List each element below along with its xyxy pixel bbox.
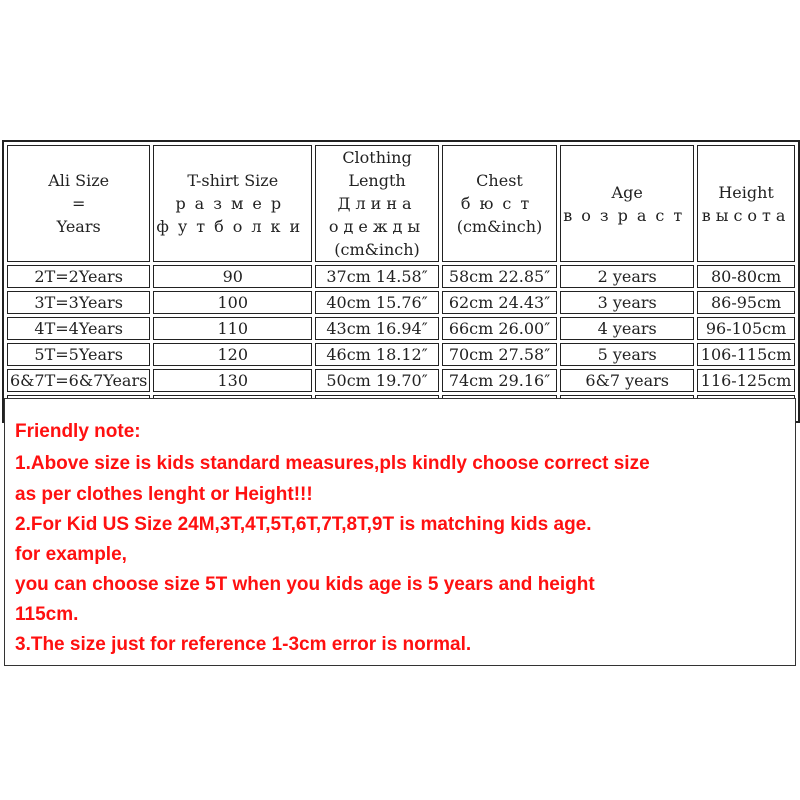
cell-ali-size: 3T=3Years xyxy=(7,291,150,314)
table-header-row xyxy=(7,145,795,262)
note-line-2: 2.For Kid US Size 24M,3T,4T,5T,6T,7T,8T,9T is matching kids age. xyxy=(15,514,592,535)
note-title: Friendly note: xyxy=(15,421,141,442)
cell-ali-size: 2T=2Years xyxy=(7,265,150,288)
cell-clothing-length: 43cm 16.94″ xyxy=(315,317,439,340)
cell-ali-size: 6&7T=6&7Years xyxy=(7,369,150,392)
table-row xyxy=(7,317,795,340)
cell-height: 86-95cm xyxy=(697,291,795,314)
cell-age: 6&7 years xyxy=(560,369,694,392)
cell-ali-size: 4T=4Years xyxy=(7,317,150,340)
cell-chest: 62cm 24.43″ xyxy=(442,291,557,314)
header-clothing-length: Clothing Length Длина одежды (cm&inch) xyxy=(315,145,439,262)
note-line-1a: 1.Above size is kids standard measures,pls kindly choose correct size xyxy=(15,453,650,474)
header-ali-size: Ali Size = Years xyxy=(7,145,150,262)
cell-chest: 58cm 22.85″ xyxy=(442,265,557,288)
cell-chest: 70cm 27.58″ xyxy=(442,343,557,366)
header-age: Age возраст xyxy=(560,145,694,262)
cell-height: 116-125cm xyxy=(697,369,795,392)
size-chart-table xyxy=(2,140,800,423)
cell-tshirt-size: 100 xyxy=(153,291,312,314)
friendly-note-box xyxy=(4,398,796,666)
cell-ali-size: 5T=5Years xyxy=(7,343,150,366)
table-row xyxy=(7,265,795,288)
table-row xyxy=(7,369,795,392)
cell-chest: 74cm 29.16″ xyxy=(442,369,557,392)
cell-age: 2 years xyxy=(560,265,694,288)
cell-age: 3 years xyxy=(560,291,694,314)
cell-tshirt-size: 130 xyxy=(153,369,312,392)
cell-age: 5 years xyxy=(560,343,694,366)
cell-height: 80-80cm xyxy=(697,265,795,288)
header-height: Height высота xyxy=(697,145,795,262)
note-line-4a: you can choose size 5T when you kids age is 5 years and height xyxy=(15,574,595,595)
cell-tshirt-size: 110 xyxy=(153,317,312,340)
cell-clothing-length: 50cm 19.70″ xyxy=(315,369,439,392)
cell-clothing-length: 46cm 18.12″ xyxy=(315,343,439,366)
header-tshirt-size: T-shirt Size размер футболки xyxy=(153,145,312,262)
note-line-3: for example, xyxy=(15,544,127,565)
note-line-5: 3.The size just for reference 1-3cm error is normal. xyxy=(15,634,472,655)
header-chest: Chest бюст (cm&inch) xyxy=(442,145,557,262)
cell-chest: 66cm 26.00″ xyxy=(442,317,557,340)
cell-clothing-length: 40cm 15.76″ xyxy=(315,291,439,314)
note-line-4b: 115cm. xyxy=(15,604,79,625)
cell-tshirt-size: 90 xyxy=(153,265,312,288)
cell-clothing-length: 37cm 14.58″ xyxy=(315,265,439,288)
cell-tshirt-size: 120 xyxy=(153,343,312,366)
note-line-1b: as per clothes lenght or Height!!! xyxy=(15,484,313,505)
cell-age: 4 years xyxy=(560,317,694,340)
table-row xyxy=(7,343,795,366)
table-row xyxy=(7,291,795,314)
cell-height: 106-115cm xyxy=(697,343,795,366)
cell-height: 96-105cm xyxy=(697,317,795,340)
